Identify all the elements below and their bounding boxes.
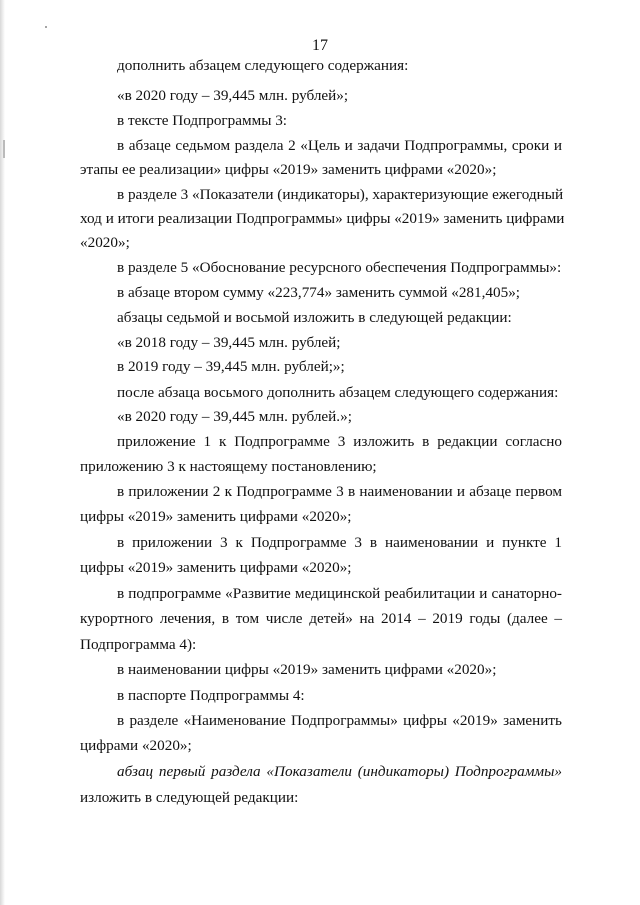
- text-line: «в 2020 году – 39,445 млн. рублей.»;: [117, 408, 352, 425]
- text-line: в приложении 2 к Подпрограмме 3 в наименовании и абзаце первом: [117, 483, 562, 500]
- text-line: в тексте Подпрограммы 3:: [117, 112, 288, 129]
- text-line: Подпрограмма 4):: [80, 636, 197, 653]
- text-line: цифры «2019» заменить цифрами «2020»;: [80, 508, 352, 525]
- text-line: после абзаца восьмого дополнить абзацем следующего содержания:: [117, 384, 559, 401]
- text-line: абзацы седьмой и восьмой изложить в следующей редакции:: [117, 309, 512, 326]
- text-line: «в 2020 году – 39,445 млн. рублей»;: [117, 87, 349, 104]
- text-line: в паспорте Подпрограммы 4:: [117, 687, 305, 704]
- text-line: в подпрограмме «Развитие медицинской реабилитации и санаторно-: [117, 585, 562, 602]
- text-line: в 2019 году – 39,445 млн. рублей;»;: [117, 358, 345, 375]
- text-line: в приложении 3 к Подпрограмме 3 в наименовании и пункте 1: [117, 534, 562, 551]
- scan-edge-shadow: [0, 0, 5, 905]
- text-line: цифрами «2020»;: [80, 737, 192, 754]
- text-line: в абзаце седьмом раздела 2 «Цель и задачи Подпрограммы, сроки и: [117, 137, 562, 154]
- text-line: в разделе «Наименование Подпрограммы» цифры «2019» заменить: [117, 712, 562, 729]
- text-line: этапы ее реализации» цифры «2019» заменить цифрами «2020»;: [80, 161, 497, 178]
- text-line: «2020»;: [80, 234, 130, 251]
- text-line: в разделе 5 «Обоснование ресурсного обеспечения Подпрограммы»:: [117, 259, 562, 276]
- text-line: «в 2018 году – 39,445 млн. рублей;: [117, 334, 341, 351]
- text-line: курортного лечения, в том числе детей» на 2014 – 2019 годы (далее –: [80, 610, 562, 627]
- scan-speck: [3, 140, 5, 158]
- text-line: в разделе 3 «Показатели (индикаторы), характеризующие ежегодный: [117, 186, 564, 203]
- text-line: цифры «2019» заменить цифрами «2020»;: [80, 559, 352, 576]
- text-line: ход и итоги реализации Подпрограммы» цифры «2019» заменить цифрами: [80, 210, 565, 227]
- text-line: приложение 1 к Подпрограмме 3 изложить в редакции согласно: [117, 433, 562, 450]
- scan-speck: [45, 26, 47, 28]
- text-line: приложению 3 к настоящему постановлению;: [80, 458, 377, 475]
- text-line: изложить в следующей редакции:: [80, 789, 299, 806]
- text-line: в наименовании цифры «2019» заменить цифрами «2020»;: [117, 661, 497, 678]
- text-line: абзац первый раздела «Показатели (индикаторы) Подпрограммы»: [117, 763, 562, 780]
- text-line: дополнить абзацем следующего содержания:: [117, 57, 409, 74]
- text-line: в абзаце втором сумму «223,774» заменить суммой «281,405»;: [117, 284, 521, 301]
- page-number: 17: [312, 37, 328, 54]
